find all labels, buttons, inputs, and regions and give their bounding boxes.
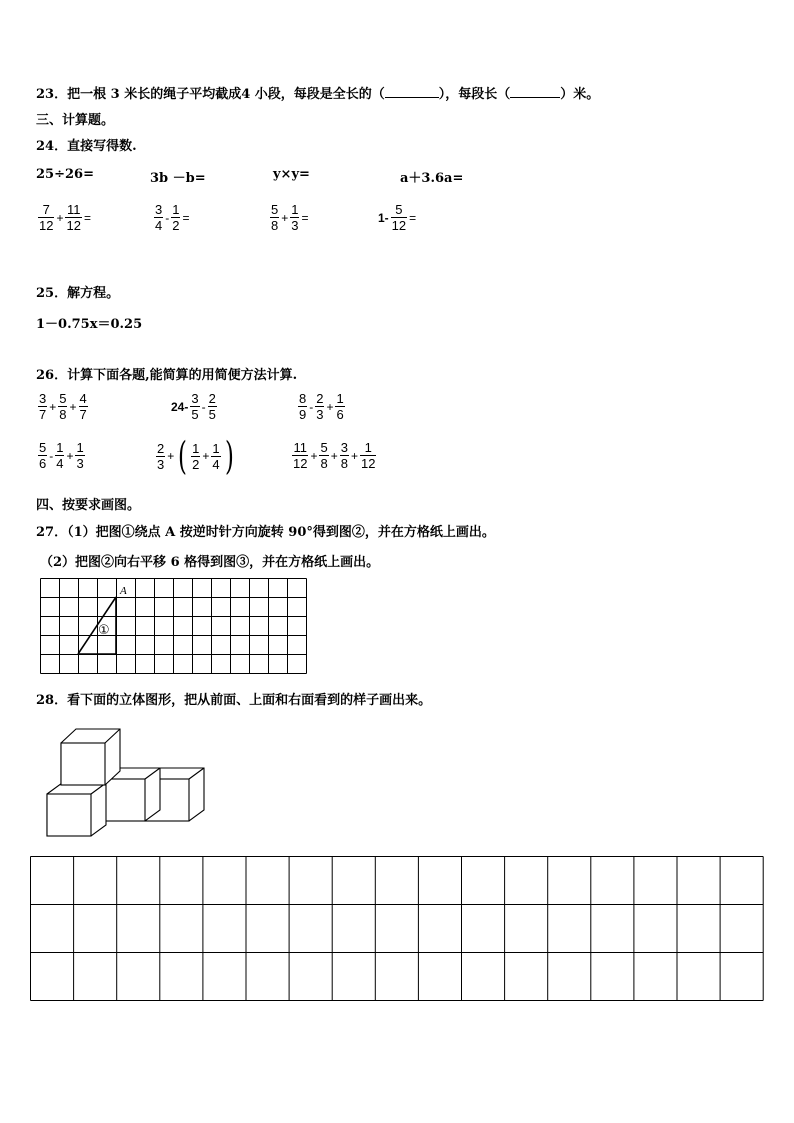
q24-fraction-expr-2: $\frac{3}{4}$ - $\frac{1}{2}$ =	[155, 202, 190, 233]
question-24-title: 24．直接写得数.	[36, 139, 137, 154]
q26-expr-5: $\frac{2}{3}$ + ( $\frac{1}{2}$ + $\frac{1}{4}$ )	[157, 434, 234, 478]
fraction: $\frac{5}{12}$	[391, 202, 407, 233]
answer-blank-length[interactable]	[510, 97, 560, 98]
q24-fraction-expr-1: $\frac{7}{12}$ + $\frac{11}{12}$ =	[39, 202, 91, 233]
q23-text-b: ），每段长（	[438, 87, 511, 102]
cube-stack-figure	[45, 725, 207, 841]
answer-blank-fraction[interactable]	[385, 97, 439, 98]
fraction: $\frac{5}{8}$	[271, 202, 279, 233]
q24-item-3: y×y=	[273, 167, 310, 182]
q26-expr-4: $\frac{5}{6}$ - $\frac{1}{4}$ + $\frac{1}{3}$	[39, 440, 84, 471]
q25-equation: 1－0.75x＝0.25	[36, 317, 143, 332]
fraction: $\frac{1}{3}$	[291, 202, 299, 233]
q27-grid-paper[interactable]	[40, 578, 306, 676]
right-paren: )	[224, 434, 234, 478]
q23-text-c: ）米。	[560, 87, 600, 102]
fraction: $\frac{7}{12}$	[39, 202, 54, 233]
q26-expr-6: $\frac{11}{12}$ + $\frac{5}{8}$ + $\frac{3}{8}$ + $\frac{1}{12}$	[293, 440, 376, 471]
shape-1-label: ①	[98, 623, 110, 638]
q24-item-2: 3b －b=	[150, 171, 206, 186]
q24-fraction-expr-3: $\frac{5}{8}$ + $\frac{1}{3}$ =	[271, 202, 309, 233]
q24-item-1: 25÷26=	[36, 167, 94, 182]
left-paren: (	[178, 434, 188, 478]
q26-expr-2: 24- $\frac{3}{5}$ - $\frac{2}{5}$	[171, 391, 216, 422]
q23-text-a: 23．把一根 3 米长的绳子平均截成4 小段，每段是全长的（	[36, 87, 385, 102]
fraction: $\frac{3}{4}$	[155, 202, 163, 233]
question-25-title: 25．解方程。	[36, 286, 120, 301]
question-23	[36, 83, 599, 102]
q26-expr-3: $\frac{8}{9}$ - $\frac{2}{3}$ + $\frac{1}{6}$	[299, 391, 344, 422]
q26-expr-1: $\frac{3}{7}$ + $\frac{5}{8}$ + $\frac{4}{7}$	[39, 391, 87, 422]
question-28-title: 28．看下面的立体图形，把从前面、上面和右面看到的样子画出来。	[36, 693, 432, 708]
q27-part-1: 27．（1）把图①绕点 A 按逆时针方向旋转 90°得到图②，并在方格纸上画出。	[36, 525, 495, 540]
fraction: $\frac{1}{2}$	[172, 202, 180, 233]
section-4-heading: 四、按要求画图。	[36, 498, 141, 513]
q24-item-4: a＋3.6a=	[400, 171, 464, 186]
q27-part-2: （2）把图②向右平移 6 格得到图③，并在方格纸上画出。	[40, 555, 380, 570]
q28-answer-grid[interactable]	[30, 856, 764, 1002]
fraction: $\frac{11}{12}$	[66, 202, 81, 233]
section-3-heading: 三、计算题。	[36, 113, 115, 128]
question-26-title: 26．计算下面各题,能简算的用简便方法计算.	[36, 368, 298, 383]
point-a-label: A	[120, 585, 127, 597]
q24-fraction-expr-4: 1- $\frac{5}{12}$ =	[378, 202, 417, 233]
